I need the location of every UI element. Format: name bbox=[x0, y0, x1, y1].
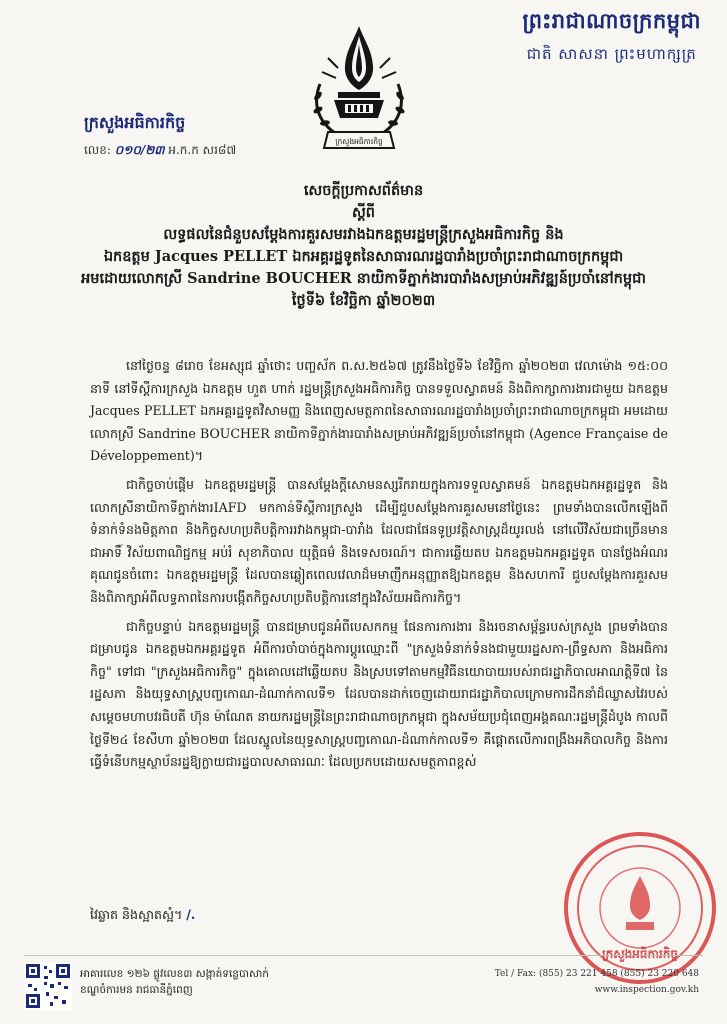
tel-fax: Tel / Fax: (855) 23 221 458 (855) 23 220 648 bbox=[494, 969, 699, 979]
national-motto: ជាតិ សាសនា ព្រះមហាក្សត្រ bbox=[526, 45, 697, 63]
kingdom-header bbox=[522, 8, 701, 67]
paragraph-1: នៅថ្ងៃចន្ទ ៨រោច ខែអស្សុជ ឆ្នាំថោះ បញ្ចស័ក ព.ស.២៥៦៧ ត្រូវនឹងថ្ងៃទី៦ ខែវិច្ឆិកា ឆ្នាំ២០២៣ វេលាម៉ោង ១៥:០០ នាទី នៅទីស្តីការក្រសួង ឯកឧត្តម ហួត ហាក់ រដ្ឋមន្ត្រីក្រសួងអធិការកិច្ច បានទទួលស្វាគមន៍ និងពិភាក្សាការងារជាមួយ ឯកឧត្តម Jacques PELLET ឯកអគ្គរដ្ឋទូតវិសាមញ្ញ និងពេញសមត្ថភាពនៃសាធារណរដ្ឋបារាំងប្រចាំព្រះរាជាណាចក្រកម្ពុជា អមដោយ លោកស្រី Sandrine BOUCHER នាយិកាទីភ្នាក់ងារបារាំងសម្រាប់អភិវឌ្ឍន៍ប្រចាំនៅកម្ពុជា (Agence Française de Développement)។ bbox=[90, 358, 668, 464]
ref-number: ០១០/២៣ bbox=[114, 143, 165, 157]
signoff-text: វៃឆ្លាត និងស្អាតស្អំ។ bbox=[90, 907, 183, 922]
ref-prefix: លេខ: bbox=[84, 143, 111, 157]
document-body bbox=[90, 355, 668, 780]
qr-code-icon bbox=[24, 962, 72, 1010]
title-line-5: អមដោយលោកស្រី Sandrine BOUCHER នាយិកាទីភ្នាក់ងារបារាំងសម្រាប់អភិវឌ្ឍន៍ប្រចាំនៅកម្ពុជា bbox=[81, 270, 646, 287]
paragraph-2: ជាកិច្ចចាប់ផ្ដើម ឯកឧត្តមរដ្ឋមន្ត្រី បានសម្ដែងក្ដីសោមនស្សរីករាយក្នុងការទទួលស្វាគមន៍ ឯកឧត្តមឯកអគ្គរដ្ឋទូត និងលោកស្រីនាយិកាទីភ្នាក់ងារIAFD មកកាន់ទីស្តីការក្រសួង ដើម្បីជួបសម្ដែងការគួរសមនៅថ្ងៃនេះ ព្រមទាំងបានលើកឡើងពីទំនាក់ទំនងមិត្តភាព និងកិច្ចសហប្រតិបត្តិការរវាងកម្ពុជា-បារាំង ដែលជាផែនទូប្រវត្តិសាស្ត្រដ៏យូរលង់ នៅលើវិស័យជាច្រើនមានជាអាទិ៍ វិស័យពាណិជ្ជកម្ម អប់រំ សុខាភិបាល យុត្តិធម៌ និងទេសចរណ៍។ ជាការឆ្លើយតប ឯកឧត្តមឯកអគ្គរដ្ឋទូត បានថ្លែងអំណរគុណជូនចំពោះ ឯកឧត្តមរដ្ឋមន្ត្រី ដែលបានឆ្លៀតពេលវេលាដ៏មមាញឹកអនុញ្ញាតឱ្យឯកឧត្តម និងសហការី ជួបសម្ដែងការគួរសម និងពិភាក្សាអំពីលទ្ធភាពនៃការបង្កើតកិច្ចសហប្រតិបត្តិការនៅក្នុងវិស័យអធិការកិច្ច។ bbox=[90, 476, 668, 605]
title-line-4: ឯកឧត្តម Jacques PELLET ឯកអគ្គរដ្ឋទូតនៃសាធារណរដ្ឋបារាំងប្រចាំព្រះរាជាណាចក្រកម្ពុជា bbox=[103, 248, 624, 265]
stamp-text: ក្រសួងអធិការកិច្ច bbox=[602, 947, 678, 961]
emblem-caption: ក្រសួងអធិការកិច្ច bbox=[335, 137, 383, 146]
document-title bbox=[60, 180, 667, 312]
footer-divider bbox=[24, 955, 703, 956]
title-line-1: សេចក្តីប្រកាសព័ត៌មាន bbox=[303, 182, 424, 199]
reference-number bbox=[84, 142, 236, 160]
website-link[interactable]: www.inspection.gov.kh bbox=[594, 985, 699, 995]
title-line-2: ស្តីពី bbox=[351, 204, 375, 221]
signoff-line bbox=[90, 907, 195, 926]
title-date: ថ្ងៃទី៦ ខែវិច្ឆិកា ឆ្នាំ២០២៣ bbox=[291, 292, 436, 309]
title-line-3: លទ្ធផលនៃជំនួបសម្ដែងការគួរសមរវាងឯកឧត្តមរដ្ឋមន្ត្រីក្រសួងអធិការកិច្ច និង bbox=[163, 226, 564, 243]
official-stamp-icon bbox=[560, 828, 720, 988]
ministry-name: ក្រសួងអធិការកិច្ច bbox=[84, 113, 186, 132]
paragraph-3: ជាកិច្ចបន្ទាប់ ឯកឧត្តមរដ្ឋមន្ត្រី បានជម្រាបជូនអំពីបេសកកម្ម ផែនការការងារ និងរចនាសម្ព័ន្ធរបស់ក្រសួង ព្រមទាំងបានជម្រាបជូន ឯកឧត្តមឯកអគ្គរដ្ឋទូត អំពីការចាំបាច់ក្នុងការប្ដូរឈ្មោះពី "ក្រសួងទំនាក់ទំនងជាមួយរដ្ឋសភា-ព្រឹទ្ធសភា និងអធិការកិច្ច" ទៅជា "ក្រសួងអធិការកិច្ច" ក្នុងគោលដៅឆ្លើយតប និងស្របទៅតាមកម្មវិធីនយោបាយរបស់រាជរដ្ឋាភិបាលអាណត្តិទី៧ នៃរដ្ឋសភា និងយុទ្ធសាស្ត្របញ្ចកោណ-ដំណាក់កាលទី១ ដែលបានដាក់ចេញដោយរាជរដ្ឋាភិបាលក្រោមការដឹកនាំដ៏ឈ្លាសវៃរបស់ សម្ដេចមហាបវរធិបតី ហ៊ុន ម៉ាណែត នាយករដ្ឋមន្ត្រីនៃព្រះរាជាណាចក្រកម្ពុជា ក្នុងសម័យប្រជុំពេញអង្គគណៈរដ្ឋមន្ត្រីដំបូង កាលពីថ្ងៃទី២៤ ខែសីហា ឆ្នាំ២០២៣ ដែលស្នូលនៃយុទ្ធសាស្ត្របញ្ចកោណ-ដំណាក់កាលទី១ គឺផ្ដោតលើការពង្រឹងអភិបាលកិច្ច និងការធ្វើទំនើបកម្មស្ថាប័នរដ្ឋឱ្យក្លាយជារដ្ឋបាលសាធារណៈ ដែលប្រកបដោយសមត្ថភាពខ្ពស់ bbox=[90, 618, 668, 770]
footer-address bbox=[80, 966, 269, 998]
signoff-mark: /. bbox=[186, 907, 196, 922]
ref-suffix: អ.ក.ក សរ៨៧ bbox=[168, 143, 237, 157]
address-line-2: ខណ្ឌចំការមន រាជធានីភ្នំពេញ bbox=[80, 984, 193, 996]
ministry-emblem-icon bbox=[298, 20, 420, 160]
footer-contact bbox=[495, 966, 699, 998]
kingdom-title: ព្រះរាជាណាចក្រកម្ពុជា bbox=[522, 8, 701, 33]
address-line-1: អាគារលេខ ១២៦ ផ្លូវលេខ៣ សង្កាត់ទន្លេបាសាក់ bbox=[80, 968, 269, 980]
